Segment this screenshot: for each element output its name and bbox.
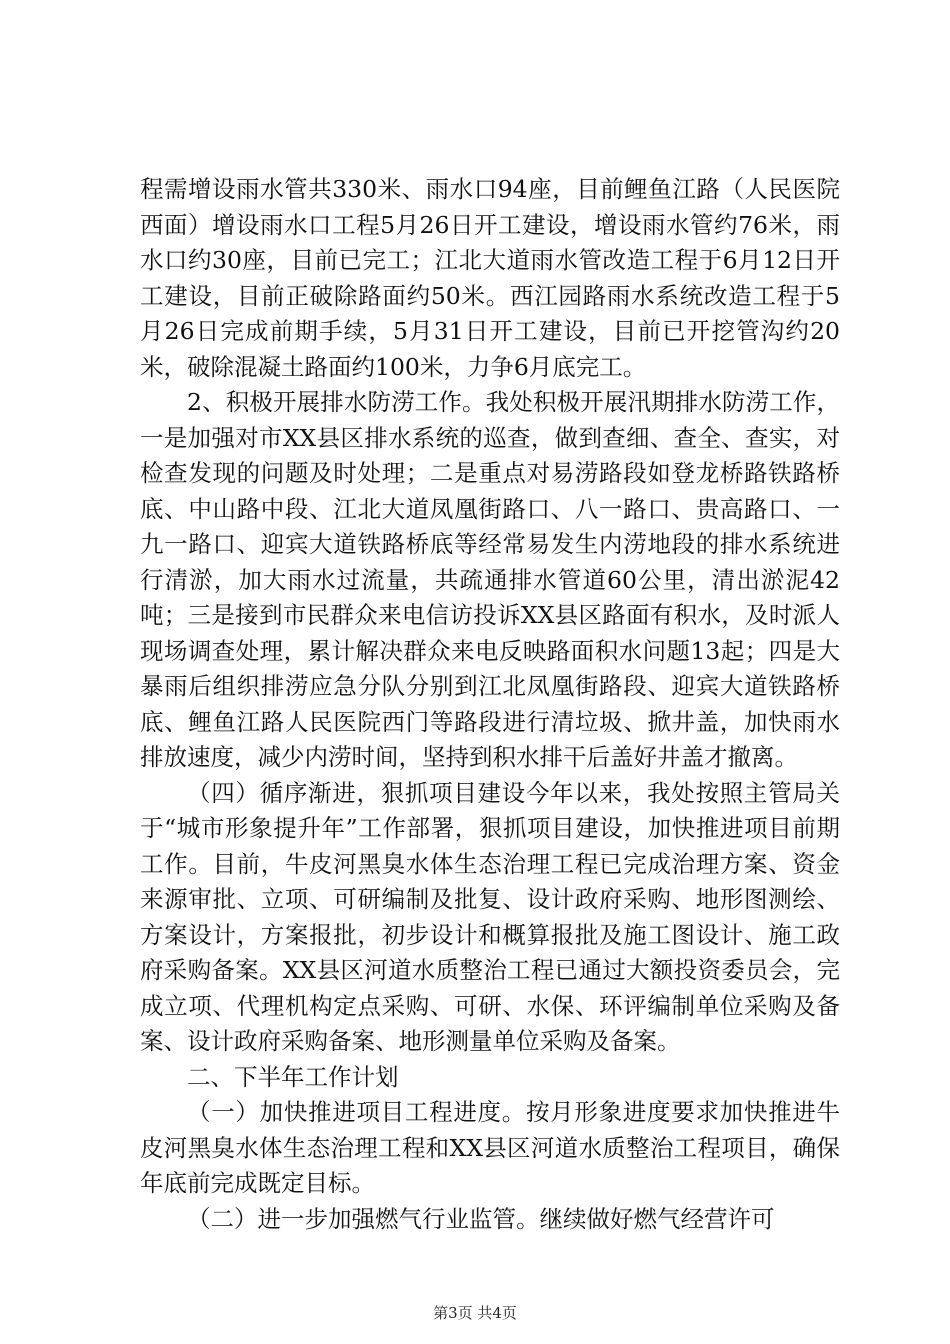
paragraph-plan-item-2: （二）进一步加强燃气行业监管。继续做好燃气经营许可 xyxy=(187,1204,775,1233)
paragraph-drainage-continuation: 程需增设雨水管共330米、雨水口94座，目前鲤鱼江路（人民医院西面）增设雨水口工程5月26日开工建设，增设雨水管约76米，雨水口约30座，目前已完工；江北大道雨水管改造工程于6月12日开工建设，目前正破除路面约50米。西江园路雨水系统改造工程于5月26日完成前期手续，5月31日开工建设，目前已开挖管沟约20米，破除混凝土路面约100米，力争6月底完工。 xyxy=(140,175,840,381)
document-body xyxy=(140,172,840,1237)
paragraph-flood-prevention: 2、积极开展排水防涝工作。我处积极开展汛期排水防涝工作，一是加强对市XX县区排水系统的巡查，做到查细、查全、查实，对检查发现的问题及时处理；二是重点对易涝路段如登龙桥路铁路桥底、中山路中段、江北大道凤凰街路口、八一路口、贵高路口、一九一路口、迎宾大道铁路桥底等经常易发生内涝地段的排水系统进行清淤，加大雨水过流量，共疏通排水管道60公里，清出淤泥42吨；三是接到市民群众来电信访投诉XX县区路面有积水，及时派人现场调查处理，累计解决群众来电反映路面积水问题13起；四是大暴雨后组织排涝应急分队分别到江北凤凰街路段、迎宾大道铁路桥底、鲤鱼江路人民医院西门等路段进行清垃圾、掀井盖，加快雨水排放速度，减少内涝时间，坚持到积水排干后盖好井盖才撤离。 xyxy=(140,388,840,771)
page-footer: 第3页 共4页 xyxy=(433,1304,517,1322)
section-heading-second-half-plan: 二、下半年工作计划 xyxy=(187,1062,399,1091)
paragraph-plan-item-1: （一）加快推进项目工程进度。按月形象进度要求加快推进牛皮河黑臭水体生态治理工程和XX县区河道水质整治工程项目，确保年底前完成既定目标。 xyxy=(140,1098,840,1197)
paragraph-project-construction: （四）循序渐进，狠抓项目建设今年以来，我处按照主管局关于“城市形象提升年”工作部署，狠抓项目建设，加快推进项目前期工作。目前，牛皮河黑臭水体生态治理工程已完成治理方案、资金来源审批、立项、可研编制及批复、设计政府采购、地形图测绘、方案设计，方案报批，初步设计和概算报批及施工图设计、施工政府采购备案。XX县区河道水质整治工程已通过大额投资委员会，完成立项、代理机构定点采购、可研、水保、环评编制单位采购及备案、设计政府采购备案、地形测量单位采购及备案。 xyxy=(140,778,840,1055)
